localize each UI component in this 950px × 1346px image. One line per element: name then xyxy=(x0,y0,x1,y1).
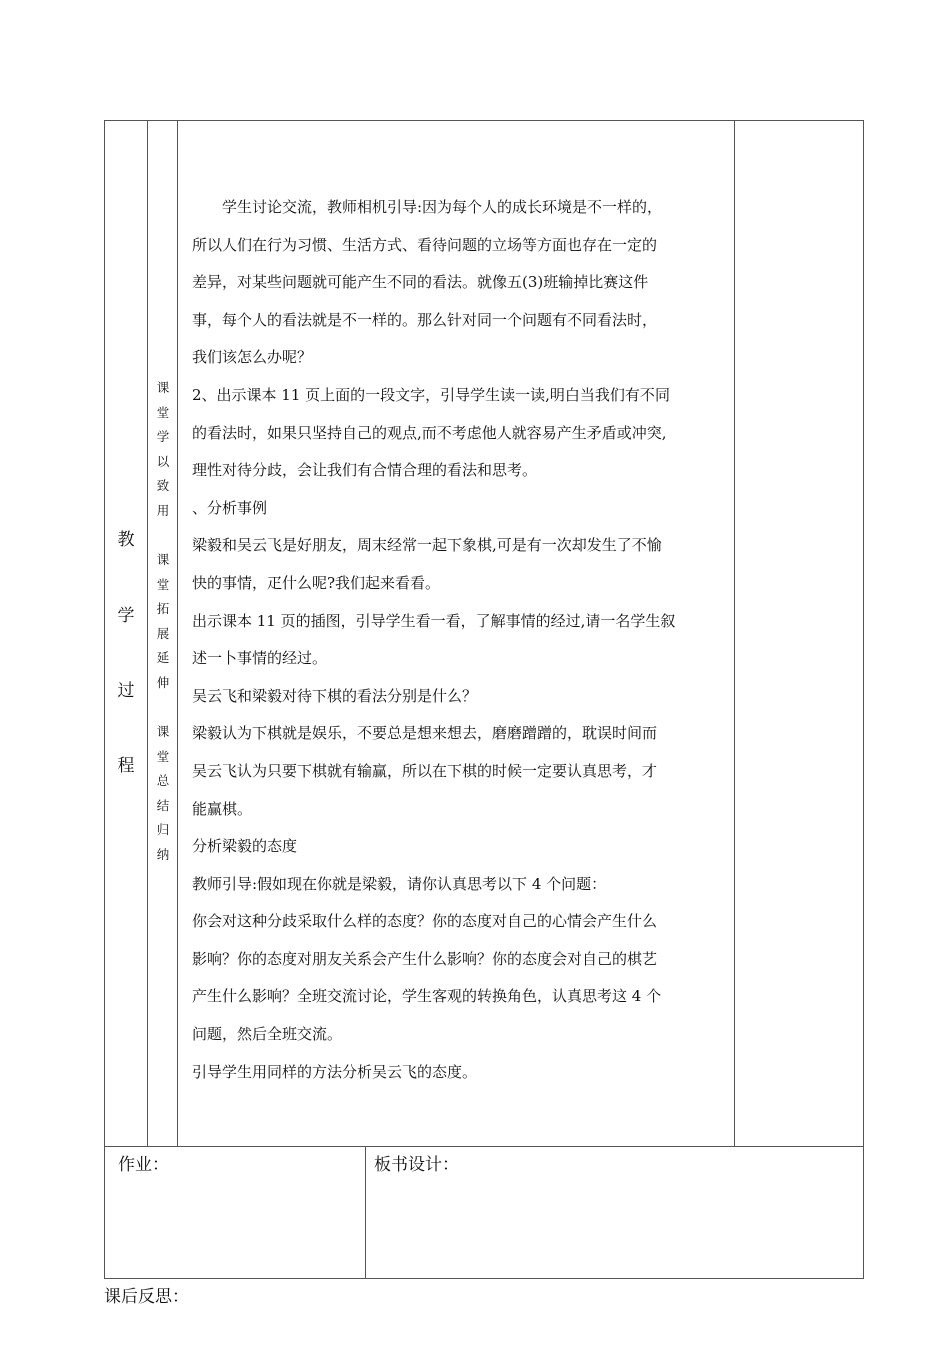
divider xyxy=(734,120,735,1146)
content-line: 我们该怎么办呢？ xyxy=(192,348,313,367)
content-line: 梁毅和吴云飞是好朋友，周末经常一起下象棋,可是有一次却发生了不愉 xyxy=(192,536,662,555)
content-line: 能赢棋。 xyxy=(192,799,253,818)
content-line: 教师引导:假如现在你就是梁毅，请你认真思考以下 4 个问题： xyxy=(192,874,607,893)
stage-char: 致 xyxy=(156,478,170,493)
stage-char: 展 xyxy=(156,625,170,641)
stage-char: 纳 xyxy=(156,846,170,862)
process-char: 教 xyxy=(117,530,135,550)
stage-char: 课 xyxy=(156,552,170,567)
stage-char: 课 xyxy=(156,724,170,739)
content-line: 学生讨论交流，教师相机引导:因为每个人的成长环境是不一样的， xyxy=(222,198,663,216)
lesson-content xyxy=(192,189,732,1091)
homework-label: 作业： xyxy=(118,1155,169,1175)
stage-char: 用 xyxy=(156,502,170,518)
content-line: 理性对待分歧，会让我们有合情合理的看法和思考。 xyxy=(192,461,538,480)
stage-char: 伸 xyxy=(156,674,170,690)
process-char: 学 xyxy=(117,606,135,626)
stage-char: 延 xyxy=(156,650,170,665)
content-line: 影响？你的态度对朋友关系会产生什么影响？你的态度会对自己的棋艺 xyxy=(192,949,658,968)
divider xyxy=(365,1146,366,1279)
content-line: 、分析事例 xyxy=(192,498,268,517)
content-line: 梁毅认为下棋就是娱乐，不要总是想来想去，磨磨蹭蹭的，耽误时间而 xyxy=(192,724,658,743)
content-line: 问题，然后全班交流。 xyxy=(192,1025,343,1044)
stage-char: 堂 xyxy=(156,576,170,592)
content-line: 事，每个人的看法就是不一样的。那么针对同一个问题有不同看法时， xyxy=(192,310,658,329)
stage-char: 学 xyxy=(156,429,170,444)
stage-char: 堂 xyxy=(156,748,170,764)
content-line: 分析梁毅的态度 xyxy=(192,837,298,856)
content-line: 你会对这种分歧采取什么样的态度？你的态度对自己的心情会产生什么 xyxy=(192,912,658,931)
stage-labels xyxy=(148,376,178,867)
content-line: 吴云飞认为只要下棋就有输赢，所以在下棋的时候一定要认真思考，才 xyxy=(192,761,658,780)
content-line: 的看法时，如果只坚持自己的观点,而不考虑他人就容易产生矛盾或冲突, xyxy=(192,423,667,442)
content-line: 2、出示课本 11 页上面的一段文字，引导学生读一读,明白当我们有不同 xyxy=(192,385,670,404)
content-line: 快的事情，疋什么呢?我们起来看看。 xyxy=(192,573,441,592)
stage-char: 结 xyxy=(156,797,170,813)
process-char: 过 xyxy=(117,681,135,701)
content-line: 产生什么影响？全班交流讨论，学生客观的转换角色，认真思考这 4 个 xyxy=(192,987,662,1006)
stage-char: 归 xyxy=(156,822,170,837)
process-char: 程 xyxy=(117,756,135,776)
stage-char: 课 xyxy=(156,380,170,395)
content-line: 吴云飞和梁毅对待下棋的看法分别是什么？ xyxy=(192,686,478,705)
divider xyxy=(104,1146,864,1147)
stage-char: 以 xyxy=(156,453,170,469)
content-line: 述一卜事情的经过。 xyxy=(192,649,328,668)
stage-char: 堂 xyxy=(156,404,170,420)
content-line: 引导学生用同样的方法分析吴云飞的态度。 xyxy=(192,1062,478,1081)
content-line: 出示课本 11 页的插图，引导学生看一看，了解事情的经过,请一名学生叙 xyxy=(192,611,676,630)
reflection-label: 课后反思： xyxy=(104,1287,189,1307)
board-design-label: 板书设计： xyxy=(374,1155,459,1175)
stage-char: 拓 xyxy=(156,601,170,616)
content-line: 差异，对某些问题就可能产生不同的看法。就像五(3)班输掉比赛这件 xyxy=(192,273,649,292)
stage-char: 总 xyxy=(156,773,170,788)
content-line: 所以人们在行为习惯、生活方式、看待问题的立场等方面也存在一定的 xyxy=(192,235,658,254)
